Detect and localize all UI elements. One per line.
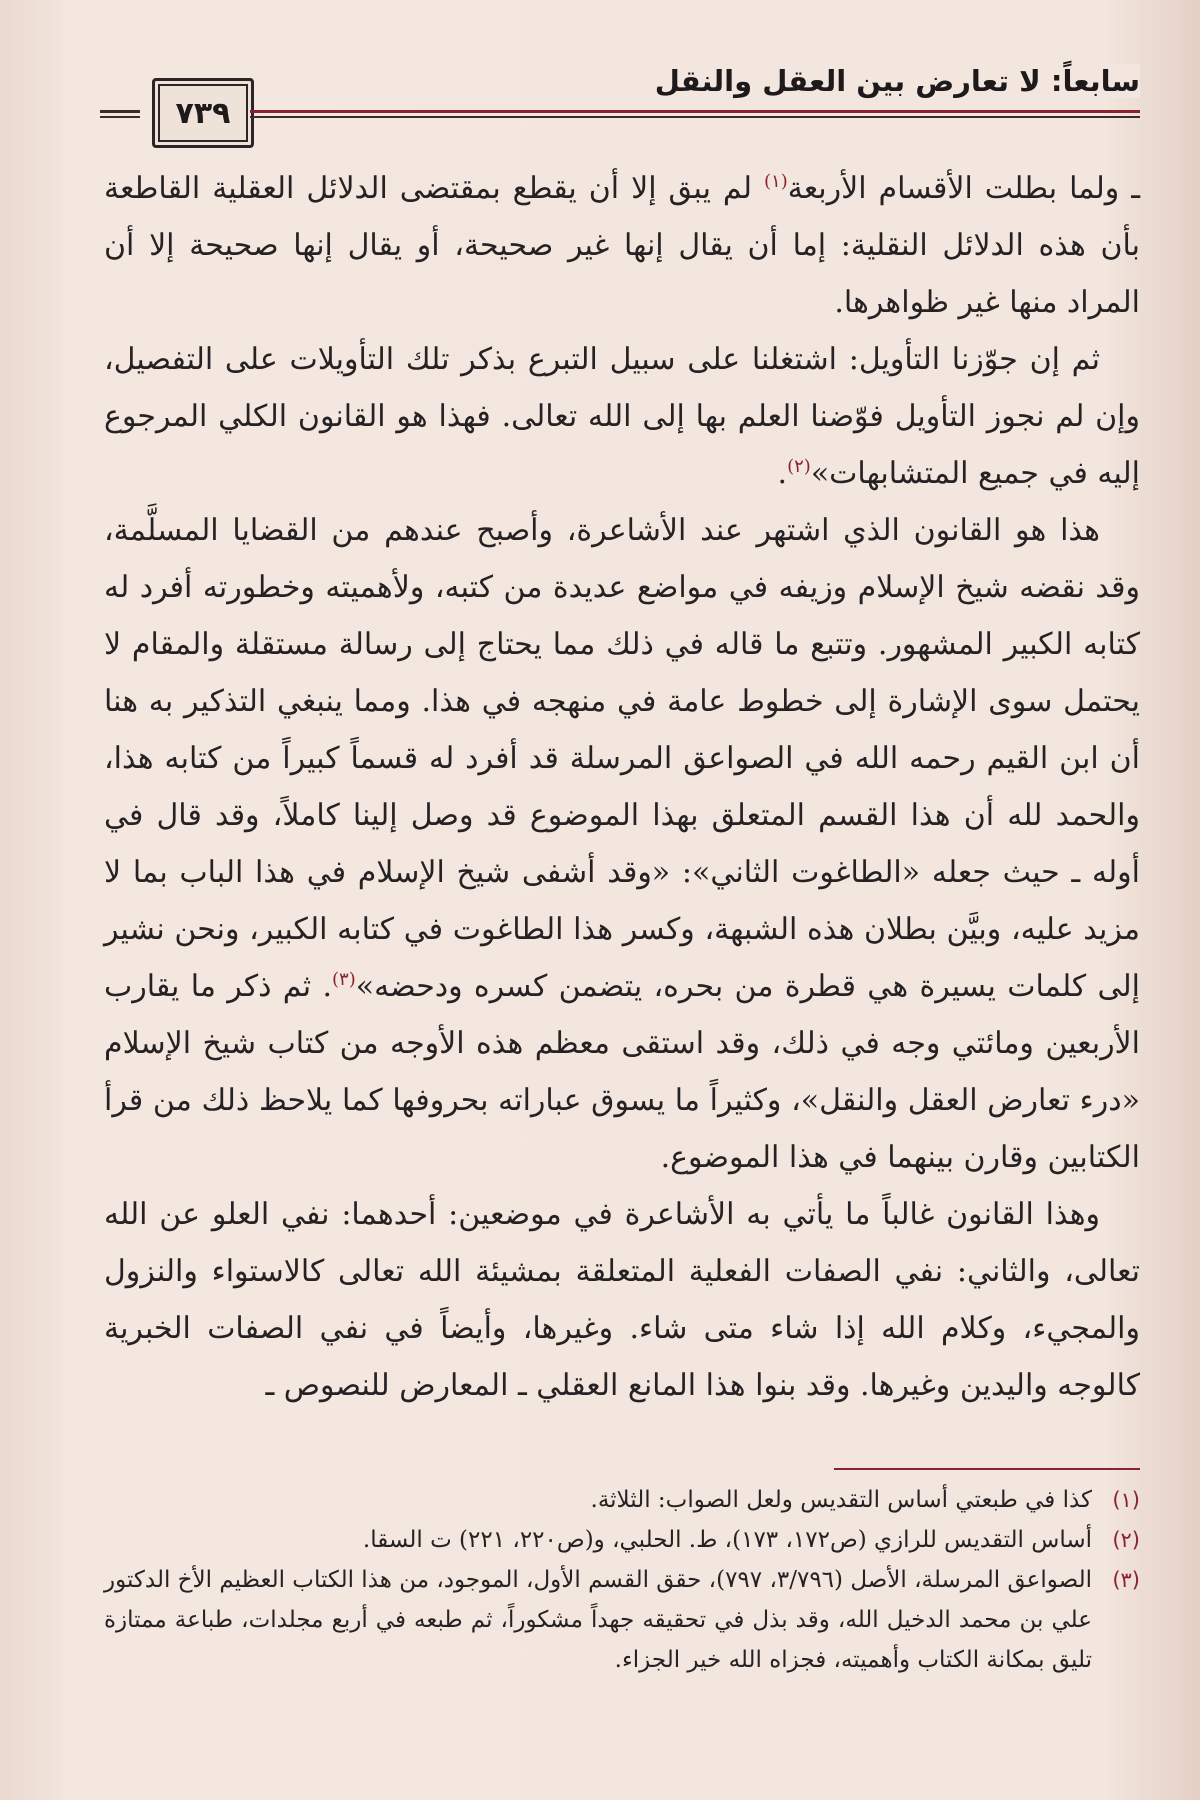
footnote-ref-1: (١) <box>764 171 788 192</box>
footnote-ref-2: (٢) <box>787 456 811 477</box>
footnote-number: (١) <box>1112 1488 1140 1512</box>
footnote-3 <box>104 1560 1140 1680</box>
footnotes <box>104 1480 1140 1680</box>
footnote-number: (٣) <box>1112 1568 1140 1592</box>
footnote-text: أساس التقديس للرازي (ص١٧٢، ١٧٣)، ط. الحلبي، و(ص٢٢٠، ٢٢١) ت السقا. <box>362 1527 1092 1553</box>
footnote-text: كذا في طبعتي أساس التقديس ولعل الصواب: الثلاثة. <box>590 1487 1092 1513</box>
running-title: سابعاً: لا تعارض بين العقل والنقل <box>645 64 1140 98</box>
footnote-ref-3: (٣) <box>332 969 356 990</box>
header-rule <box>250 110 1140 120</box>
paragraph-4: وهذا القانون غالباً ما يأتي به الأشاعرة في موضعين: أحدهما: نفي العلو عن الله تعالى، والثاني: نفي الصفات الفعلية المتعلقة بمشيئة الله تعالى كالاستواء والنزول والمجيء، وكلام الله إذا شاء متى شاء. وغيرها، وأيضاً في نفي الصفات الخبرية كالوجه واليدين وغيرها. وقد بنوا هذا المانع العقلي ـ المعارض للنصوص ـ <box>104 1197 1140 1403</box>
paragraph-3: هذا هو القانون الذي اشتهر عند الأشاعرة، وأصبح عندهم من القضايا المسلَّمة، وقد نقضه شيخ الإسلام وزيفه في مواضع عديدة من كتبه، ولأهميته وخطورته أفرد له كتابه الكبير المشهور. وتتبع ما قاله في ذلك مما يحتاج إلى رسالة مستقلة والمقام لا يحتمل سوى الإشارة إلى خطوط عامة في منهجه في هذا. ومما ينبغي التذكير به هنا أن ابن القيم رحمه الله في الصواعق المرسلة قد أفرد له قسماً كبيراً من كتابه هذا، والحمد لله أن هذا القسم المتعلق بهذا الموضوع قد وصل إلينا كاملاً، وقد قال في أوله ـ حيث جعله «الطاغوت الثاني»: «وقد أشفى شيخ الإسلام في هذا الباب بما لا مزيد عليه، وبيَّن بطلان هذه الشبهة، وكسر هذا الطاغوت في كتابه الكبير، ونحن نشير إلى كلمات يسيرة هي قطرة من بحره، يتضمن كسره ودحضه»$^{(٣)}$. ثم ذكر ما يقارب الأربعين ومائتي وجه في ذلك، وقد استقى معظم هذه الأوجه من كتاب شيخ الإسلام «درء تعارض العقل والنقل»، وكثيراً ما يسوق عباراته بحروفها كما يلاحظ ذلك من قرأ الكتابين وقارن بينهما في هذا الموضوع. <box>104 513 1141 1175</box>
page-number-frame <box>152 78 254 148</box>
footnote-1 <box>104 1480 1140 1520</box>
paragraph-1: ـ ولما بطلت الأقسام الأربعة$^{(١)}$ لم يبق إلا أن يقطع بمقتضى الدلائل العقلية القاطعة بأن هذه الدلائل النقلية: إما أن يقال إنها غير صحيحة، أو يقال إنها صحيحة إلا أن المراد منها غير ظواهرها. <box>104 171 1140 320</box>
paragraph-2: ثم إن جوّزنا التأويل: اشتغلنا على سبيل التبرع بذكر تلك التأويلات على التفصيل، وإن لم نجوز التأويل فوّضنا العلم بها إلى الله تعالى. فهذا هو القانون الكلي المرجوع إليه في جميع المتشابهات»$^{(٢)}$. <box>104 342 1140 491</box>
page-header <box>100 64 1140 162</box>
header-left-rule <box>100 110 140 120</box>
footnote-text: الصواعق المرسلة، الأصل (٣/٧٩٦، ٧٩٧)، حقق القسم الأول، الموجود، من هذا الكتاب العظيم الأخ الدكتور علي بن محمد الدخيل الله، وقد بذل في تحقيقه جهداً مشكوراً، ثم طبعه في أربع مجلدات، طباعة ممتازة تليق بمكانة الكتاب وأهميته، فجزاه الله خير الجزاء. <box>104 1567 1092 1673</box>
footnote-separator <box>834 1468 1140 1470</box>
main-text <box>104 160 1140 1414</box>
footnote-2 <box>104 1520 1140 1560</box>
page-number: ٧٣٩ <box>175 95 231 131</box>
footnote-number: (٢) <box>1112 1528 1140 1552</box>
